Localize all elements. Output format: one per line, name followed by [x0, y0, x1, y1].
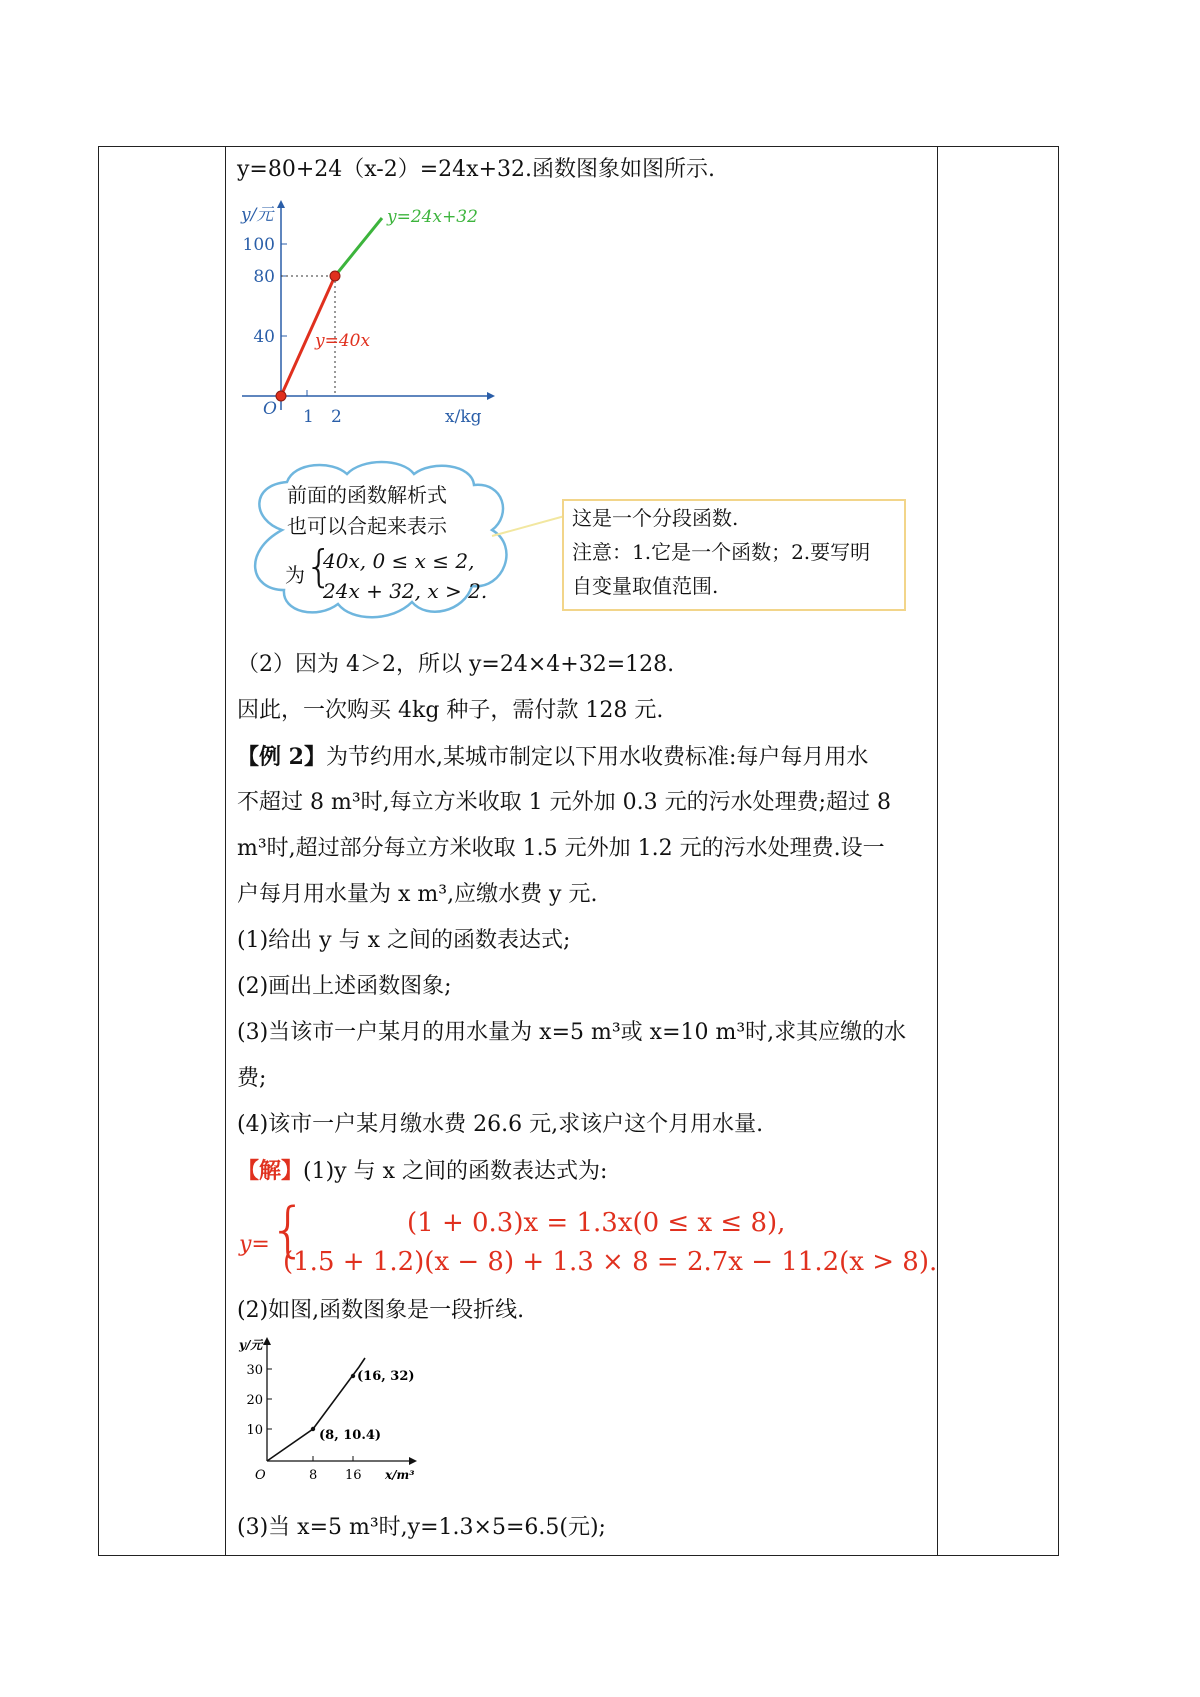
- chart2-point-8: [311, 1427, 315, 1431]
- formula-prefix: y=: [239, 1232, 270, 1257]
- chart1-piecewise-graph: [237, 200, 497, 440]
- example2-tag: 【例 2】: [237, 744, 326, 770]
- formula-brace: {: [269, 1195, 308, 1265]
- chart1-origin-point: [276, 391, 286, 401]
- column-divider-right: [937, 147, 938, 1555]
- chart1-green-label: y=24x+32: [387, 207, 478, 227]
- chart2-origin-label: O: [255, 1468, 266, 1483]
- chart2-ytick-label: 30: [246, 1363, 263, 1378]
- chart2-point-16: [351, 1374, 355, 1378]
- cloud-connector: [492, 514, 572, 536]
- cloud-line1: 前面的函数解析式: [287, 483, 447, 507]
- solution-tag: 【解】: [237, 1158, 304, 1184]
- chart1-y-arrow: [277, 200, 285, 208]
- chart2-water-fee-graph: [237, 1335, 437, 1495]
- chart2-xtick-label: 8: [309, 1468, 318, 1483]
- note-line2: 注意：1.它是一个函数；2.要写明: [572, 540, 871, 564]
- cloud-case1: 40x, 0 ≤ x ≤ 2,: [323, 549, 475, 573]
- cloud-case2: 24x + 32, x > 2.: [323, 579, 488, 603]
- question-2: (2)画出上述函数图象;: [237, 974, 452, 999]
- note-line3: 自变量取值范围.: [572, 574, 719, 598]
- chart1-ylabel: y/元: [241, 205, 274, 225]
- formula-case1: (1 + 0.3)x = 1.3x(0 ≤ x ≤ 8),: [407, 1208, 786, 1238]
- question-3-line1: (3)当该市一户某月的用水量为 x=5 m³或 x=10 m³时,求其应缴的水: [237, 1020, 907, 1045]
- chart1-red-label: y=40x: [315, 331, 371, 351]
- example2-line2: 不超过 8 m³时,每立方米收取 1 元外加 0.3 元的污水处理费;超过 8: [237, 790, 892, 815]
- answer-part2: （2）因为 4＞2，所以 y=24×4+32=128.: [237, 652, 675, 677]
- intro-line: y=80+24（x-2）=24x+32.函数图象如图所示.: [237, 157, 715, 182]
- cloud-prefix: 为: [285, 563, 305, 587]
- chart2-ylabel: y/元: [239, 1338, 263, 1352]
- chart2-xtick-label: 16: [345, 1468, 362, 1483]
- chart2-point2-label: (16, 32): [357, 1369, 415, 1384]
- chart2-x-arrow: [409, 1457, 417, 1465]
- chart2-y-arrow: [263, 1337, 271, 1345]
- chart2-point1-label: (8, 10.4): [319, 1428, 382, 1443]
- chart1-xtick-label: 2: [331, 407, 342, 427]
- chart1-xlabel: x/kg: [445, 407, 482, 427]
- chart1-xtick-label: 1: [303, 407, 314, 427]
- formula-case2: (1.5 + 1.2)(x − 8) + 1.3 × 8 = 2.7x − 11.2(x > 8).: [283, 1247, 938, 1277]
- chart1-ytick-label: 40: [253, 327, 275, 347]
- note-box: [562, 499, 906, 611]
- question-1: (1)给出 y 与 x 之间的函数表达式;: [237, 928, 571, 953]
- chart1-green-segment: [335, 218, 382, 276]
- chart2-xlabel: x/m³: [385, 1468, 415, 1482]
- chart1-break-point: [330, 271, 340, 281]
- solution-text: (1)y 与 x 之间的函数表达式为:: [303, 1159, 608, 1184]
- example2-line3: m³时,超过部分每立方米收取 1.5 元外加 1.2 元的污水处理费.设一: [237, 836, 885, 861]
- cloud-brace: {: [305, 541, 333, 592]
- chart2-ytick-label: 20: [246, 1393, 263, 1408]
- chart2-ytick-label: 10: [246, 1423, 263, 1438]
- example2-line4: 户每月用水量为 x m³,应缴水费 y 元.: [237, 882, 598, 907]
- example2-line1: [237, 742, 868, 773]
- note-line1: 这是一个分段函数.: [572, 506, 739, 530]
- chart1-x-arrow: [487, 392, 495, 400]
- solution-line3: (3)当 x=5 m³时,y=1.3×5=6.5(元);: [237, 1515, 606, 1540]
- solution-line1: [237, 1156, 607, 1187]
- column-divider-left: [225, 147, 226, 1555]
- chart2-polyline: [267, 1358, 365, 1461]
- chart1-ytick-label: 80: [253, 267, 275, 287]
- cloud-line2: 也可以合起来表示: [287, 514, 447, 538]
- question-4: (4)该市一户某月缴水费 26.6 元,求该户这个月用水量.: [237, 1112, 764, 1137]
- chart1-origin-label: O: [263, 399, 277, 419]
- solution-line2: (2)如图,函数图象是一段折线.: [237, 1298, 525, 1323]
- chart1-ytick-label: 100: [242, 235, 275, 255]
- answer-conclusion: 因此，一次购买 4kg 种子，需付款 128 元.: [237, 698, 664, 723]
- question-3-line2: 费;: [237, 1066, 267, 1091]
- example2-text: 为节约用水,某城市制定以下用水收费标准:每户每月用水: [325, 745, 869, 770]
